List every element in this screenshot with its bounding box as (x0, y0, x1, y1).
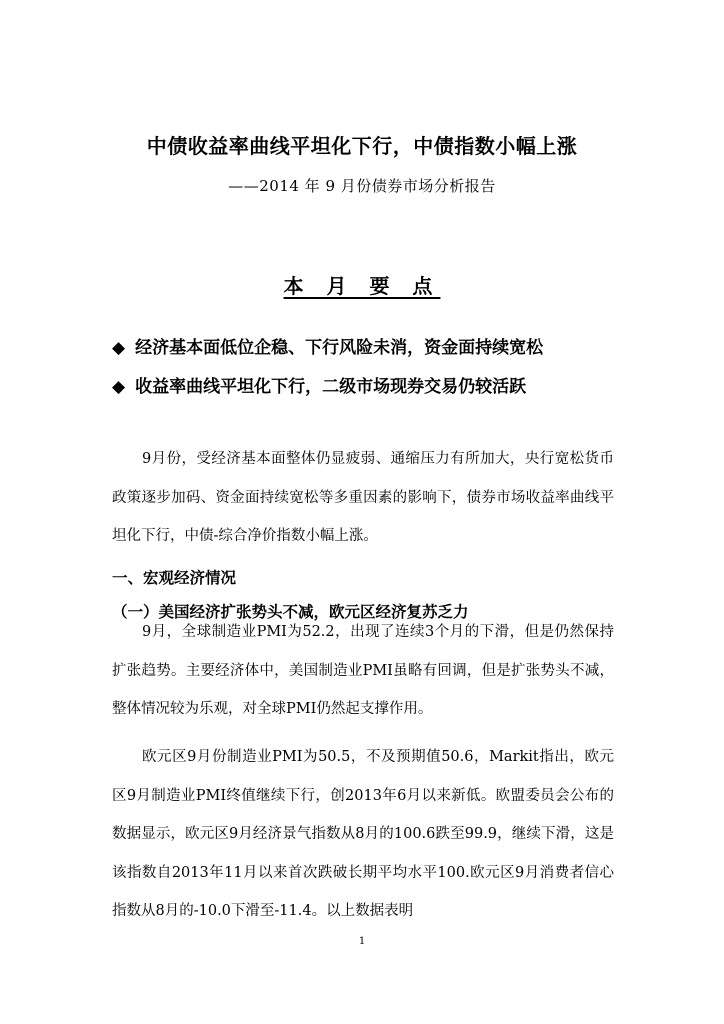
section-heading-macro: 一、宏观经济情况 (112, 569, 237, 587)
key-points-heading (0, 270, 724, 299)
intro-paragraph: 9月份，受经济基本面整体仍显疲弱、通缩压力有所加大，央行宽松货币政策逐步加码、资金面持续宽松等多重因素的影响下，债券市场收益率曲线平坦化下行，中债-综合净价指数小幅上涨。 (112, 451, 614, 544)
subsection-heading-us-euro: （一）美国经济扩张势头不减，欧元区经济复苏乏力 (112, 603, 469, 621)
key-point-1 (112, 333, 543, 358)
key-point-1-text: 经济基本面低位企稳、下行风险未消，资金面持续宽松 (135, 338, 544, 358)
diamond-bullet-icon: ◆ (112, 377, 126, 397)
page-number: 1 (358, 936, 366, 947)
report-subtitle: ——2014 年 9 月份债券市场分析报告 (228, 177, 496, 195)
pmi-paragraph: 9月，全球制造业PMI为52.2，出现了连续3个月的下滑，但是仍然保持扩张趋势。主要经济体中，美国制造业PMI虽略有回调，但是扩张势头不减，整体情况较为乐观，对全球PMI仍然起支撑作用。 (112, 624, 614, 717)
key-point-2 (112, 372, 526, 397)
key-points-heading-text: 本 月 要 点 (283, 274, 441, 298)
key-point-2-text: 收益率曲线平坦化下行，二级市场现券交易仍较活跃 (135, 377, 527, 397)
diamond-bullet-icon: ◆ (112, 338, 126, 358)
eurozone-paragraph: 欧元区9月份制造业PMI为50.5，不及预期值50.6，Markit指出，欧元区9月制造业PMI终值继续下行，创2013年6月以来新低。欧盟委员会公布的数据显示，欧元区9月经济景气指数从8月的100.6跌至99.9，继续下滑，这是该指数自2013年11月以来首次跌破长期平均水平100.欧元区9月消费者信心指数从8月的-10.0下滑至-11.4。以上数据表明 (112, 749, 614, 919)
report-title: 中债收益率曲线平坦化下行，中债指数小幅上涨 (146, 134, 578, 158)
